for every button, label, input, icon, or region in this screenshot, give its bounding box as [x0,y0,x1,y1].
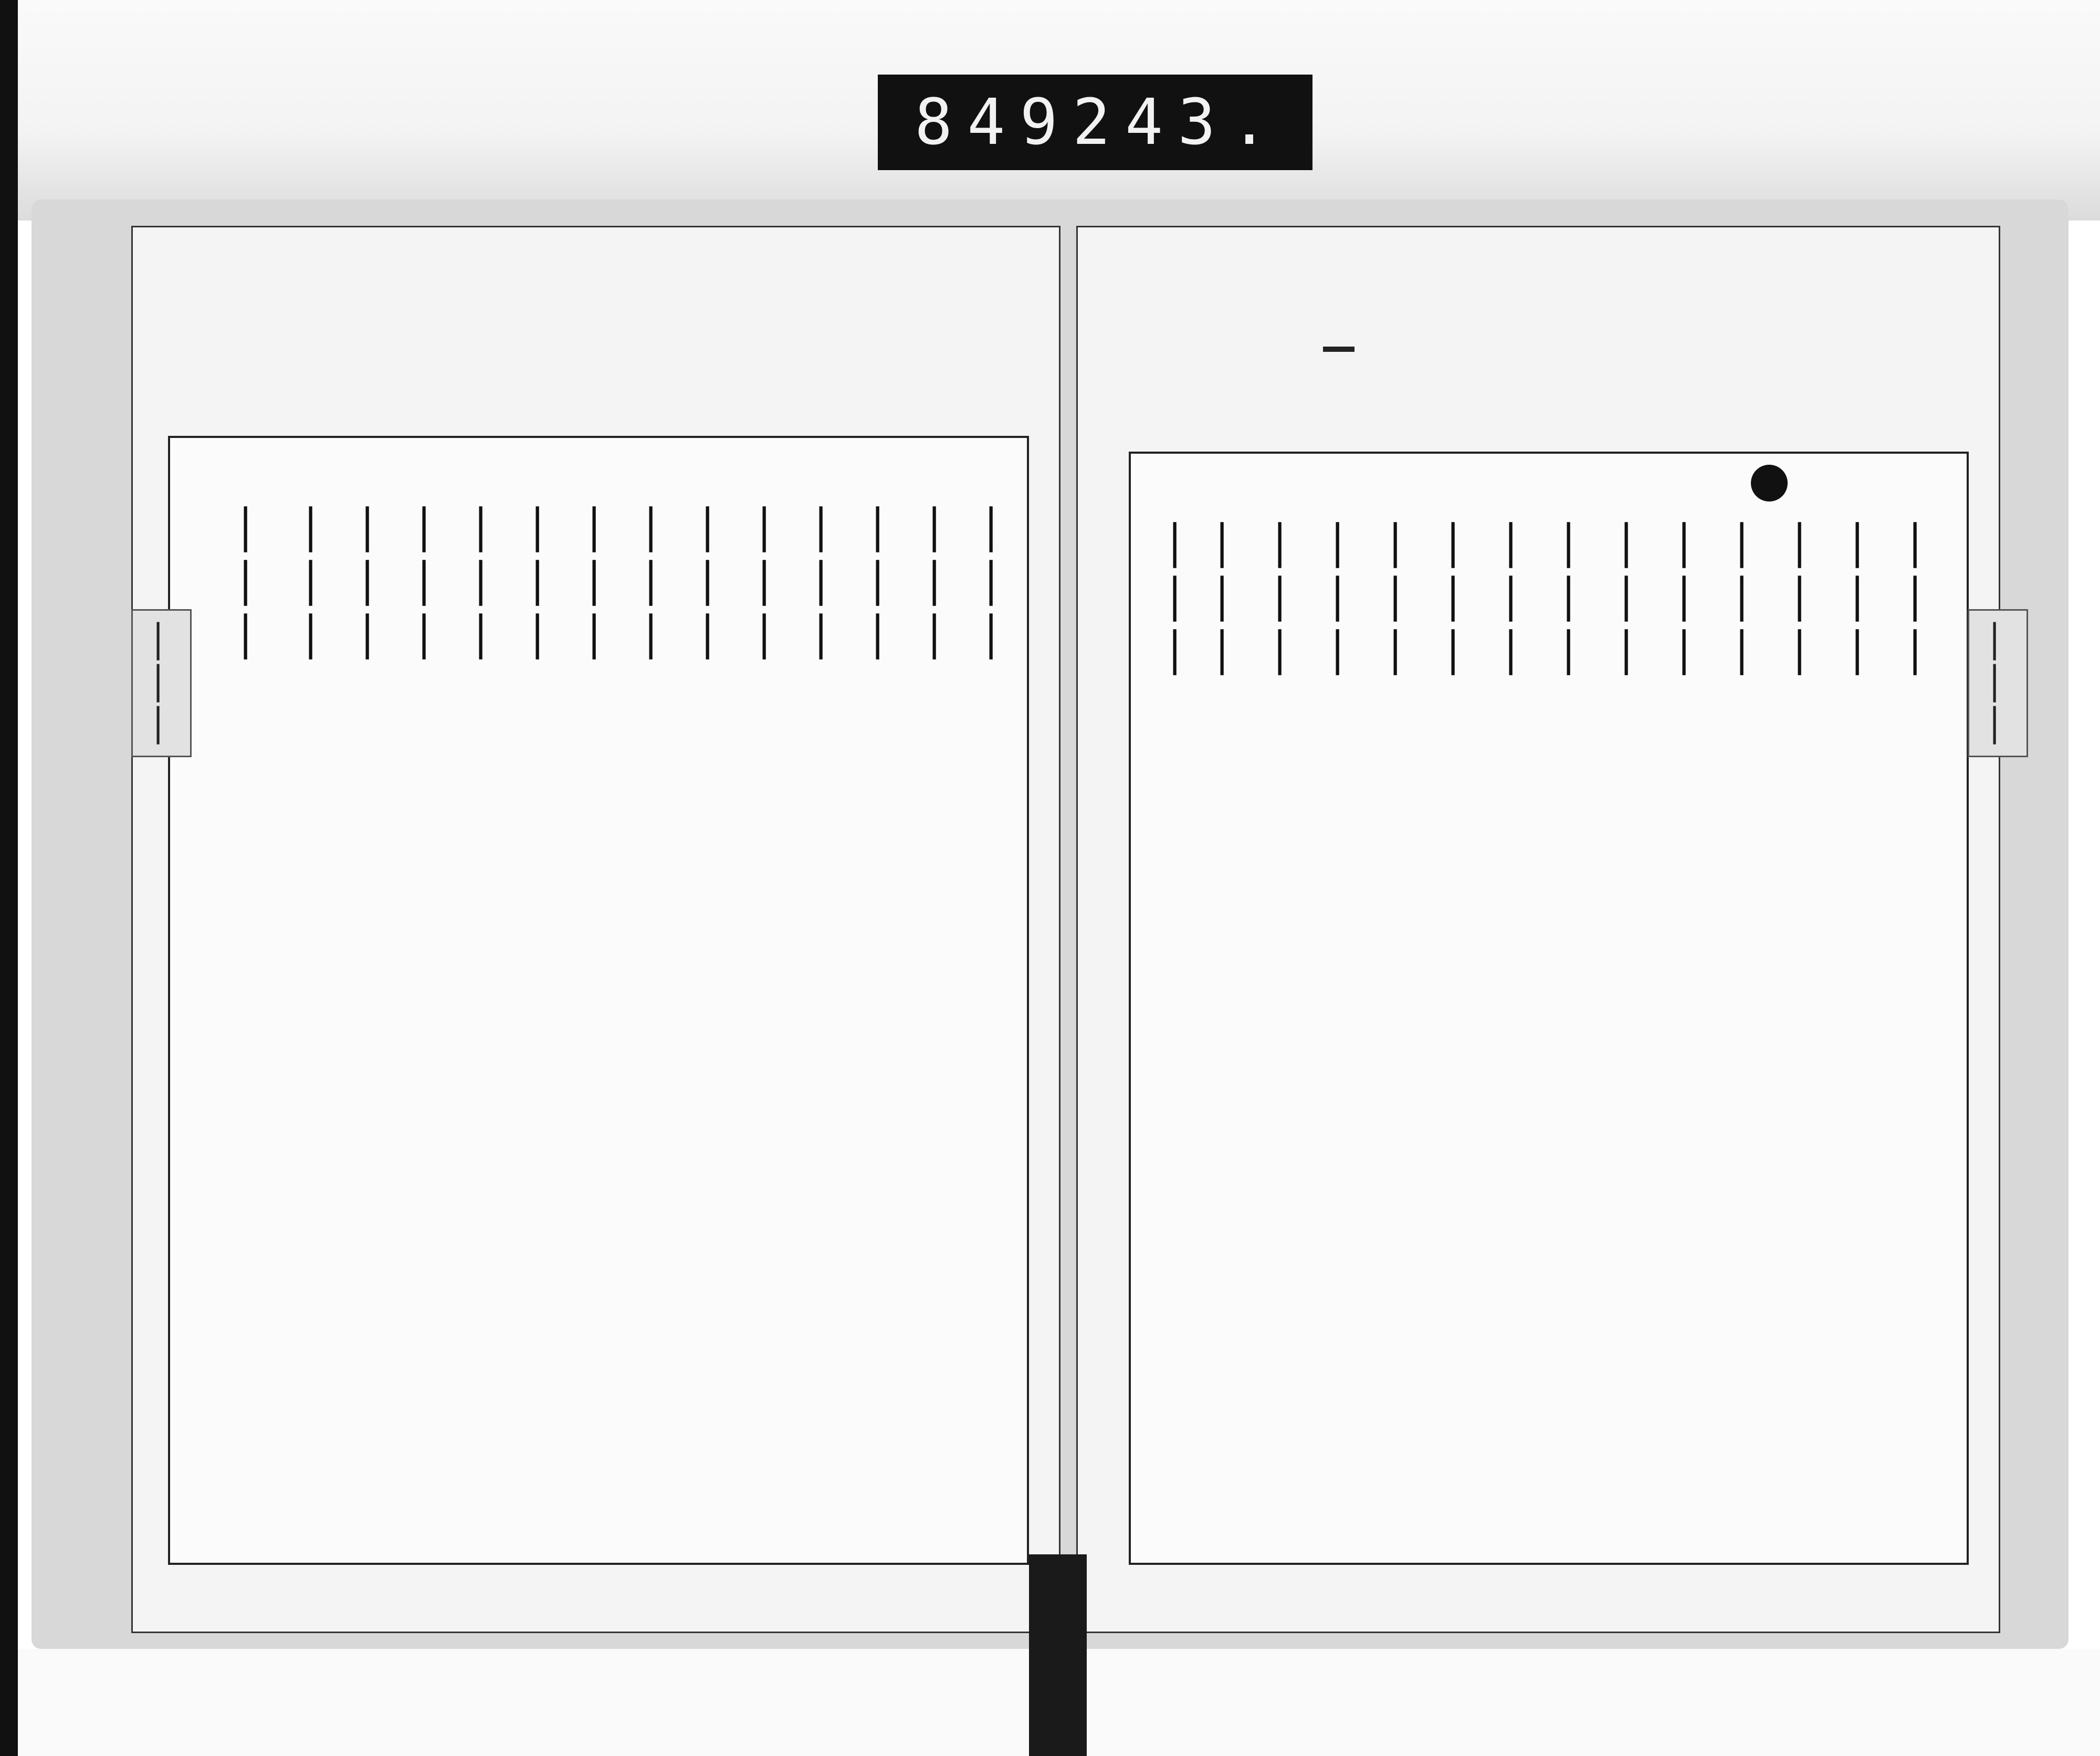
right-margin-title: ——— [1968,609,2028,757]
right-col-8: ——— [1485,520,1544,681]
label-number-left: 849 [915,86,1073,159]
left-col-2: ——— [909,504,968,665]
left-col-13: ——— [285,504,344,665]
right-col-10: ——— [1370,520,1429,681]
left-margin-title: ——— [131,609,192,757]
left-col-3: ——— [852,504,911,665]
left-col-8: ——— [569,504,627,665]
left-col-10: ——— [455,504,514,665]
right-col-14: ——— [1149,520,1208,681]
right-col-11: ——— [1312,520,1371,681]
left-col-5: ——— [739,504,797,665]
right-col-7: ——— [1543,520,1602,681]
label-number-right: 243. [1072,86,1283,159]
bullet-marker [1751,465,1788,501]
right-col-2: ——— [1832,520,1891,681]
right-col-3: ——— [1774,520,1833,681]
catalog-label [878,75,1312,170]
left-col-1: ——— [965,504,1024,665]
right-col-1: ——— [1889,520,1948,681]
left-col-6: ——— [682,504,741,665]
left-col-7: ——— [625,504,684,665]
right-col-5: ——— [1658,520,1717,681]
right-col-12: ——— [1254,520,1313,681]
left-col-4: ——— [795,504,854,665]
right-col-6: ——— [1601,520,1660,681]
page-mark [1323,347,1354,352]
left-col-9: ——— [512,504,571,665]
left-col-12: ——— [342,504,401,665]
scan-left-edge [0,0,18,1756]
book-spine [1029,1554,1087,1756]
left-col-14: ——— [220,504,279,665]
left-col-11: ——— [398,504,457,665]
right-col-4: ——— [1716,520,1775,681]
right-col-9: ——— [1427,520,1486,681]
right-col-13: ——— [1196,520,1255,681]
